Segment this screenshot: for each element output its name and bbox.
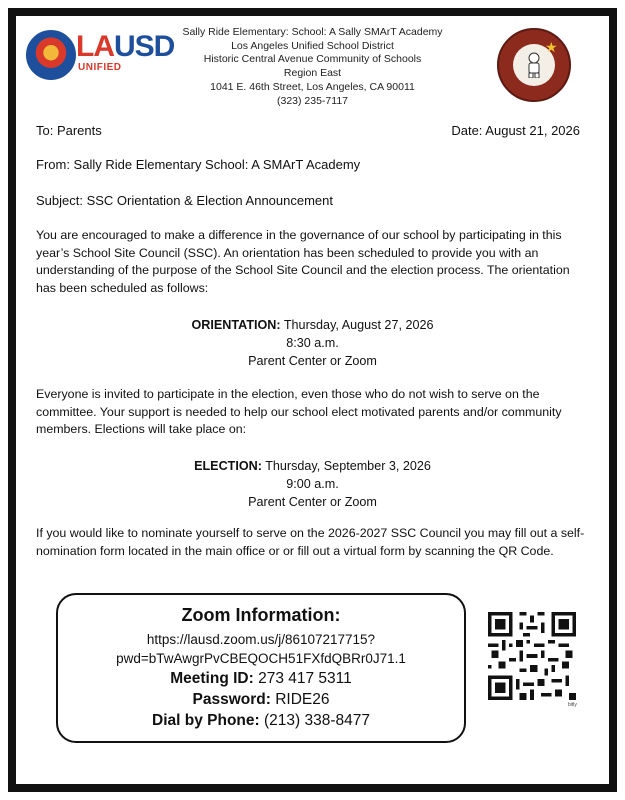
community-line: Historic Central Avenue Community of Schools [203, 53, 422, 66]
election-block [36, 457, 589, 511]
zoom-title: Zoom Information: [181, 605, 341, 625]
election-place: Parent Center or Zoom [248, 495, 377, 509]
lausd-unified-text: UNIFIED [78, 62, 122, 73]
orientation-label: ORIENTATION: [191, 318, 281, 332]
qr-code-icon[interactable] [488, 612, 576, 700]
memo-date: Date: August 21, 2026 [451, 123, 580, 138]
letterhead [160, 26, 465, 108]
election-time: 9:00 a.m. [286, 477, 339, 491]
password-label: Password: [192, 691, 271, 708]
orientation-date: Thursday, August 27, 2026 [280, 318, 434, 332]
lausd-emblem-icon [26, 30, 76, 80]
phone-line: (323) 235-7117 [276, 94, 349, 107]
astronaut-icon [525, 52, 543, 78]
zoom-link-line2[interactable]: pwd=bTwAwgrPvCBEQOCH51FXfdQBRr0J71.1 [116, 651, 406, 666]
phone-label: Dial by Phone: [152, 712, 260, 729]
school-line: Sally Ride Elementary: School: A Sally SMArT Academy [182, 26, 443, 38]
address-line: 1041 E. 46th Street, Los Angeles, CA 90011 [210, 80, 415, 93]
school-seal-icon [497, 28, 571, 102]
election-label: ELECTION: [194, 459, 262, 473]
orientation-block [36, 316, 589, 370]
memo-from: From: Sally Ride Elementary School: A SMArT Academy [36, 157, 361, 172]
orientation-place: Parent Center or Zoom [248, 354, 377, 368]
region-line: Region East [283, 67, 342, 80]
nomination-paragraph: If you would like to nominate yourself to serve on the 2026-2027 SSC Council you may fill out a self-nomination form located in the main office or or fill out a virtual form by scanning the QR Code. [36, 526, 585, 558]
star-icon: ★ [545, 39, 558, 55]
password-value: RIDE26 [270, 691, 330, 708]
district-line: Los Angeles Unified School District [231, 39, 394, 52]
memo-to: To: Parents [36, 123, 102, 138]
election-paragraph: Everyone is invited to participate in the election, even those who do not wish to serve on the committee. Your support is needed to help our school elect motivated parents and/or community members. Elections will take place on: [36, 387, 562, 436]
zoom-link[interactable] [58, 630, 464, 668]
qr-caption: bitly [568, 702, 577, 708]
election-date: Thursday, September 3, 2026 [261, 459, 431, 473]
meeting-id-label: Meeting ID: [170, 670, 254, 687]
zoom-info-box [56, 593, 466, 743]
memo-subject: Subject: SSC Orientation & Election Announcement [36, 193, 334, 208]
phone-value: (213) 338-8477 [259, 712, 370, 729]
meeting-id-value: 273 417 5311 [253, 670, 352, 687]
lausd-wordmark: LAUSD [76, 30, 175, 63]
zoom-link-line1[interactable]: https://lausd.zoom.us/j/86107217715? [146, 632, 376, 647]
orientation-time: 8:30 a.m. [286, 336, 339, 350]
intro-paragraph: You are encouraged to make a difference in the governance of our school by participating in this year’s School Site Council (SSC). An orientation has been scheduled to provide you with an understanding of the purpose of the School Site Council and the election process. The orientation has been scheduled as follows: [36, 228, 570, 295]
